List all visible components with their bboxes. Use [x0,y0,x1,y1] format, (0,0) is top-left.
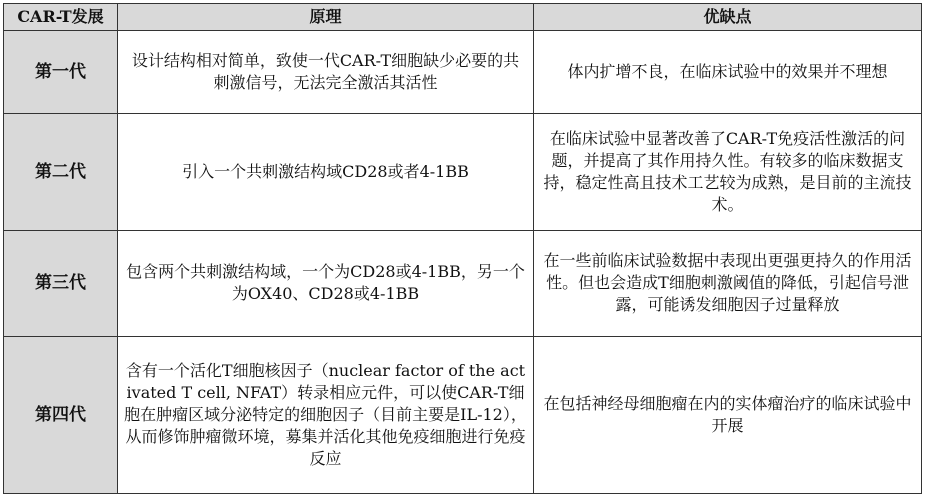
header-pros-cons: 优缺点 [534,4,922,31]
generation-cell: 第二代 [4,114,118,231]
principle-cell: 设计结构相对简单，致使一代CAR-T细胞缺少必要的共刺激信号，无法完全激活其活性 [118,31,534,114]
principle-cell: 含有一个活化T细胞核因子（nuclear factor of the activated T cell, NFAT）转录相应元件，可以使CAR-T细胞在肿瘤区域分泌特定的细胞因子（目前主要是IL-12），从而修饰肿瘤微环境，募集并活化其他免疫细胞进行免疫反应 [118,336,534,493]
table-row [4,114,922,231]
pros-cons-cell: 体内扩增不良，在临床试验中的效果并不理想 [534,31,922,114]
car-t-development-table [3,3,922,494]
table-row [4,31,922,114]
generation-cell: 第一代 [4,31,118,114]
header-development: CAR-T发展 [4,4,118,31]
car-t-development-table-container [3,3,921,494]
principle-cell: 引入一个共刺激结构域CD28或者4-1BB [118,114,534,231]
generation-cell: 第三代 [4,231,118,337]
pros-cons-cell: 在临床试验中显著改善了CAR-T免疫活性激活的问题，并提高了其作用持久性。有较多的临床数据支持，稳定性高且技术工艺较为成熟，是目前的主流技术。 [534,114,922,231]
table-row [4,336,922,493]
table-row [4,231,922,337]
pros-cons-cell: 在一些前临床试验数据中表现出更强更持久的作用活性。但也会造成T细胞刺激阈值的降低，引起信号泄露，可能诱发细胞因子过量释放 [534,231,922,337]
pros-cons-cell: 在包括神经母细胞瘤在内的实体瘤治疗的临床试验中开展 [534,336,922,493]
header-principle: 原理 [118,4,534,31]
generation-cell: 第四代 [4,336,118,493]
principle-cell: 包含两个共刺激结构域，一个为CD28或4-1BB，另一个为OX40、CD28或4-1BB [118,231,534,337]
table-header-row [4,4,922,31]
